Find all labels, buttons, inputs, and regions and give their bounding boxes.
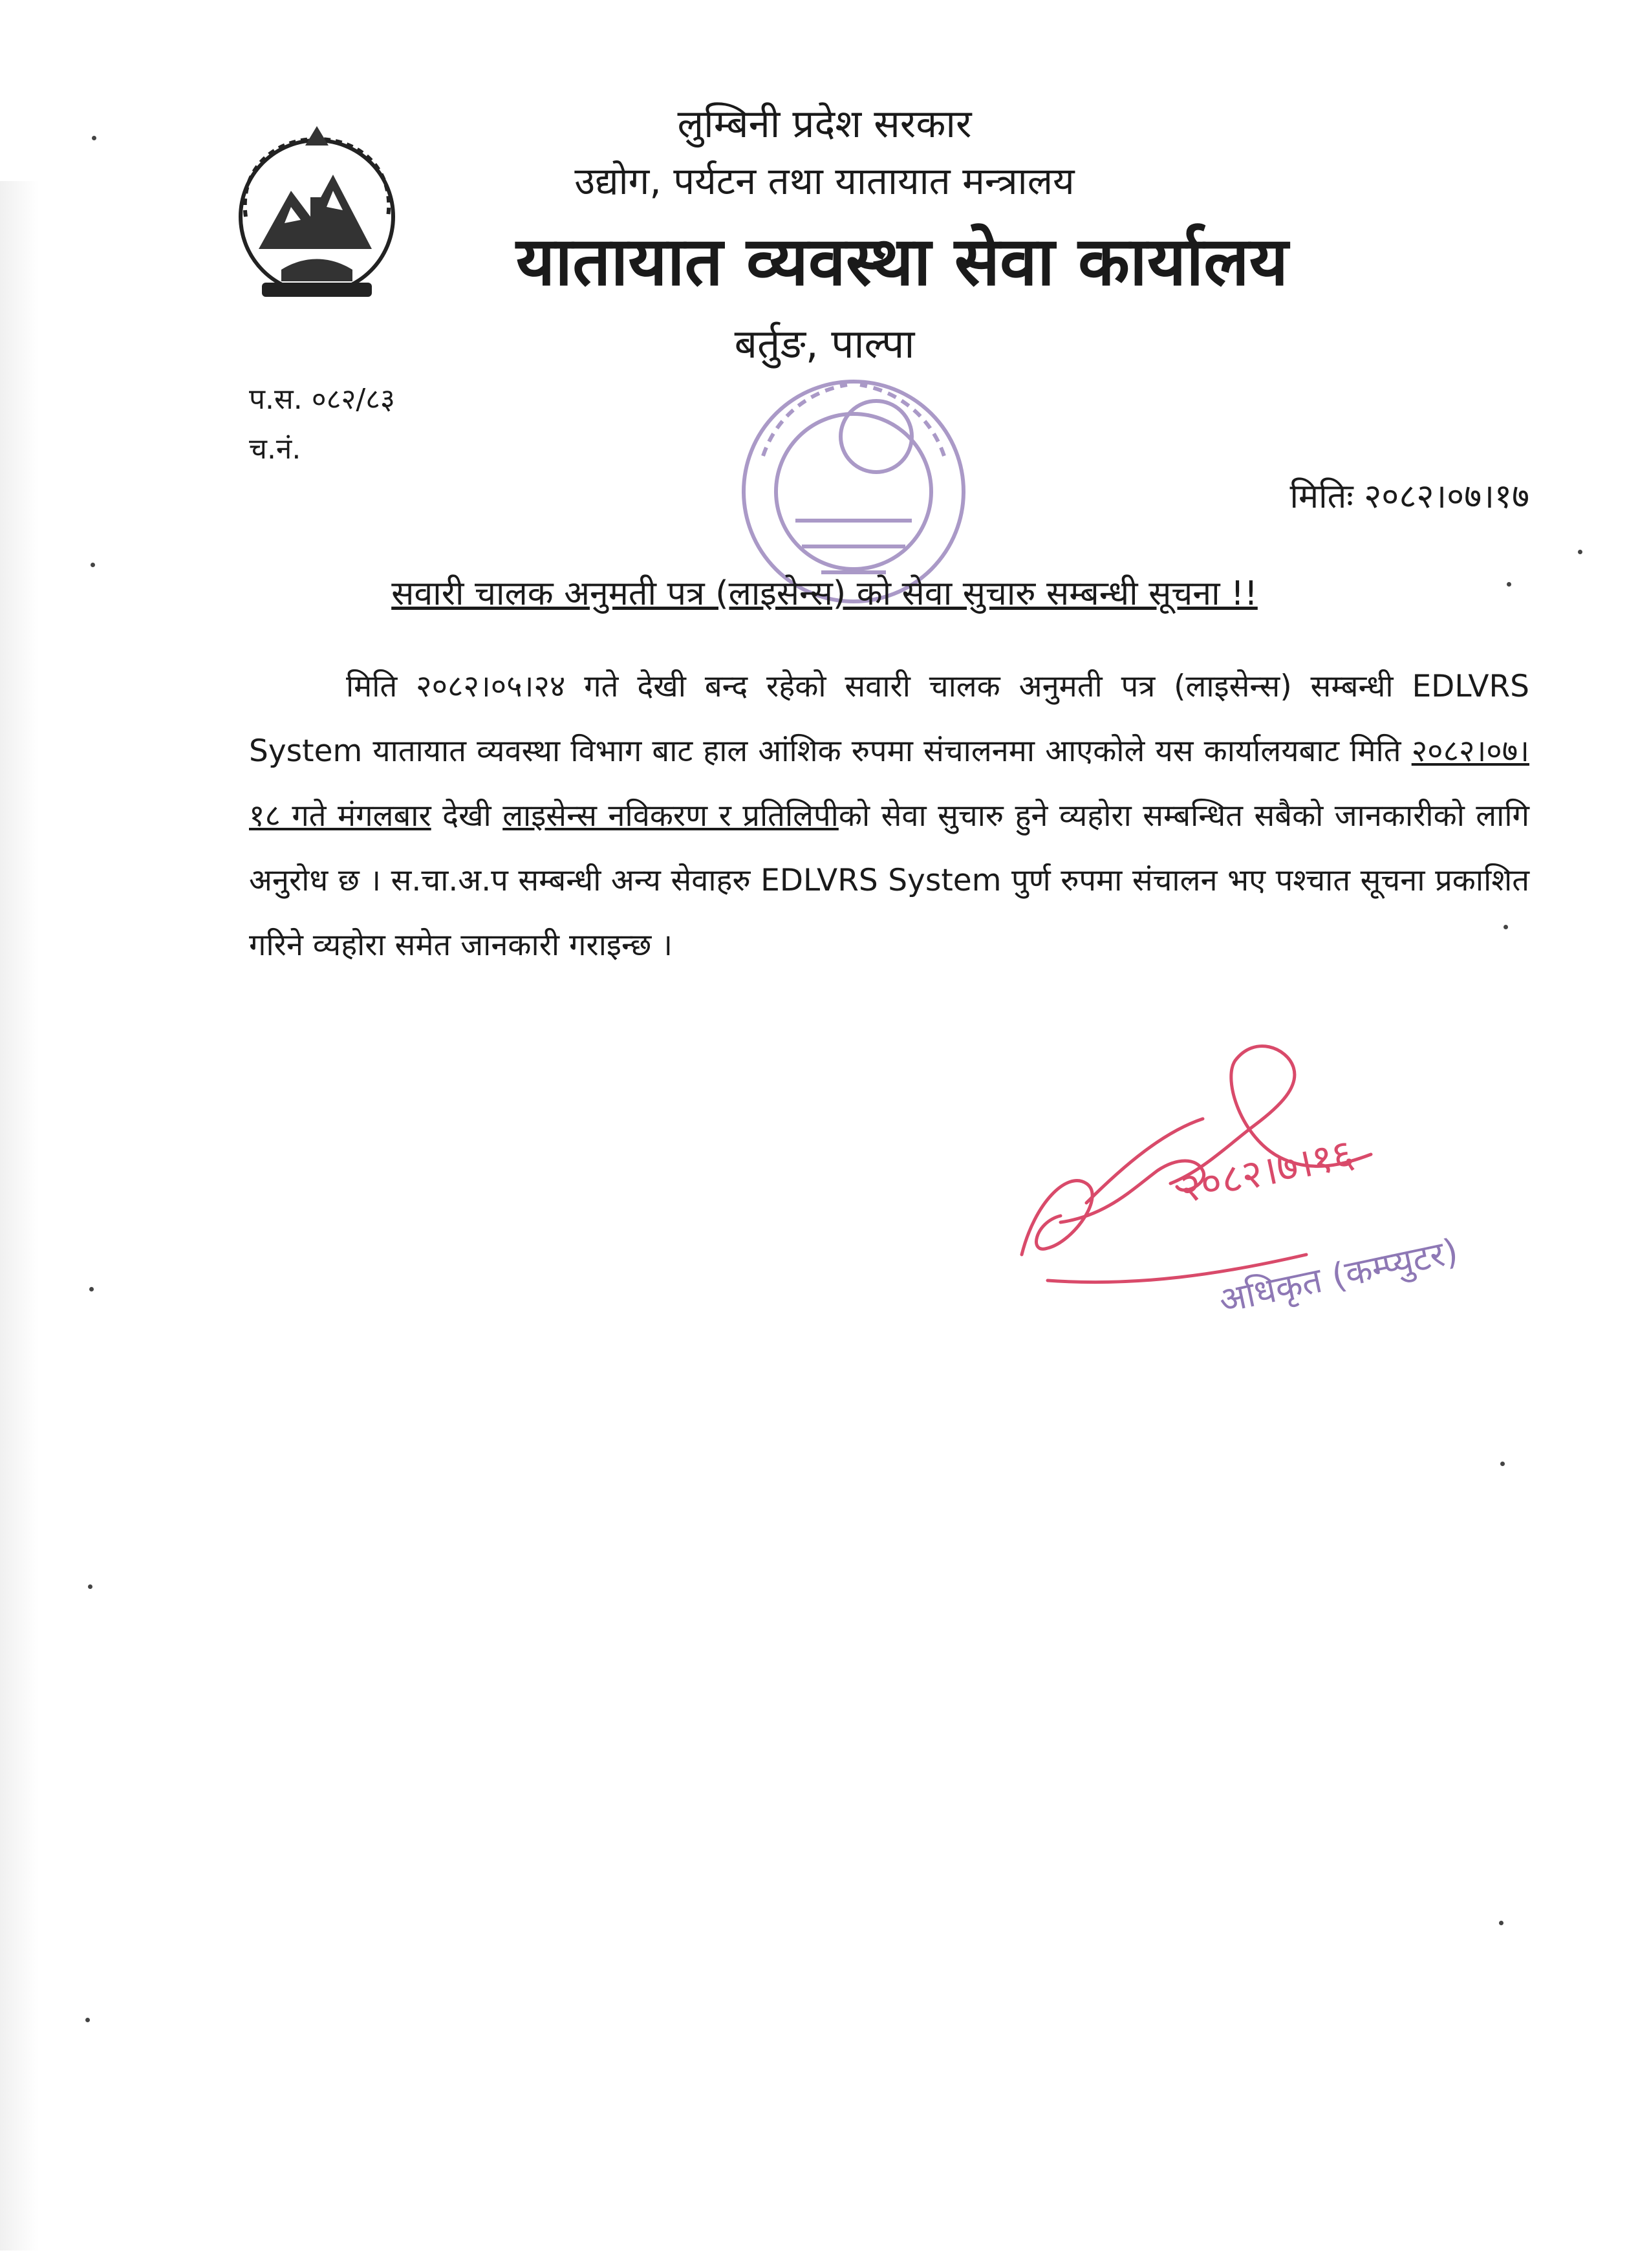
notice-subject: सवारी चालक अनुमती पत्र (लाइसेन्स) को सेवा सुचारु सम्बन्धी सूचना !! bbox=[391, 574, 1258, 613]
body-text-part2: देखी bbox=[431, 798, 503, 834]
notice-body bbox=[249, 654, 1529, 978]
handwritten-signature bbox=[1009, 1009, 1546, 1371]
header-office-name: यातायात व्यवस्था सेवा कार्यालय bbox=[515, 222, 1289, 301]
resumed-services: लाइसेन्स नविकरण र प्रतिलिपी bbox=[502, 798, 839, 834]
notice-date: मितिः २०८२।०७।१७ bbox=[1289, 477, 1529, 516]
signatory-designation: अधिकृत (कम्प्युटर) bbox=[1215, 1231, 1462, 1321]
header-ministry: उद्योग, पर्यटन तथा यातायात मन्त्रालय bbox=[574, 159, 1075, 203]
fiscal-year-reference: प.स. ०८२/८३ bbox=[249, 383, 395, 416]
dispatch-number: च.नं. bbox=[249, 433, 301, 466]
body-text-part1: मिति २०८२।०५।२४ गते देखी बन्द रहेको सवारी चालक अनुमती पत्र (लाइसेन्स) सम्बन्धी EDLVRS System यातायात व्यवस्था विभाग बाट हाल आंशिक रुपमा संचालनमा आएकोले यस कार्यालयबाट मिति bbox=[249, 669, 1529, 769]
header-province: लुम्बिनी प्रदेश सरकार bbox=[677, 102, 972, 147]
signature-date: २०८२।७।१६ bbox=[1175, 1129, 1358, 1213]
body-text-part3: को सेवा सुचारु हुने व्यहोरा सम्बन्धित सबैको जानकारीको लागि अनुरोध छ । स.चा.अ.प सम्बन्धी अन्य सेवाहरु EDLVRS System पुर्ण रुपमा संचालन भए पश्चात सूचना प्रकाशित गरिने व्यहोरा समेत जानकारी गराइन्छ । bbox=[249, 798, 1529, 963]
service-resume-date: २०८२।०७।१८ गते मंगलबार bbox=[249, 733, 1529, 834]
header-location: बर्तुङ, पाल्पा bbox=[734, 320, 915, 367]
